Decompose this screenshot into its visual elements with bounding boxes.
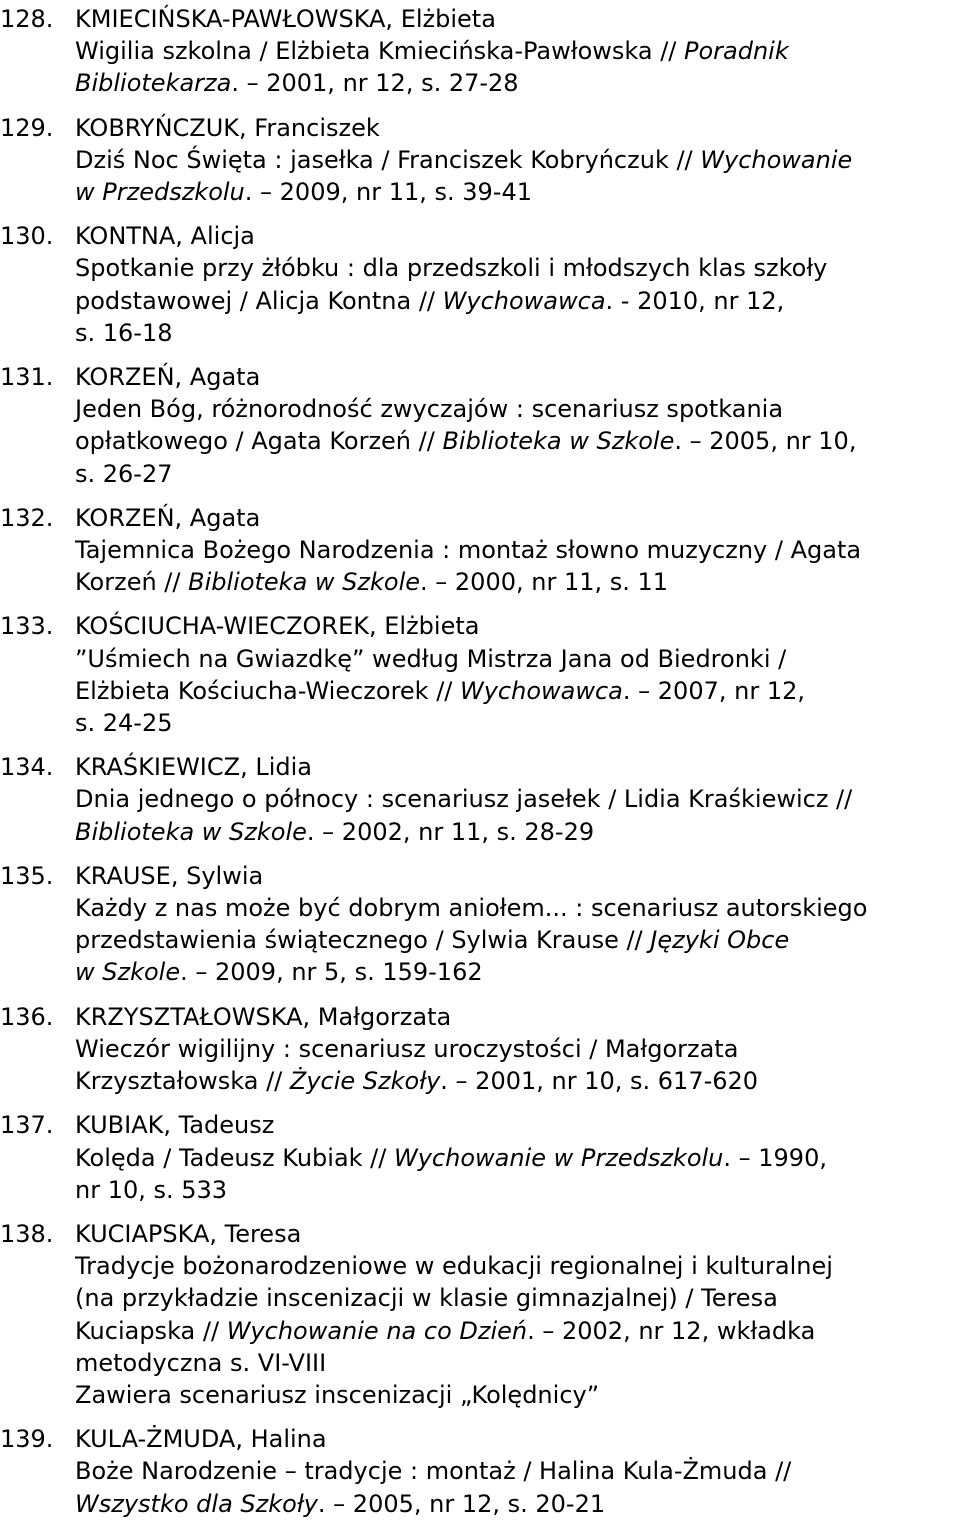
entry-description-line xyxy=(75,1379,954,1411)
entry-description-line xyxy=(75,1315,954,1347)
entry-heading: KONTNA, Alicja xyxy=(75,222,255,251)
entry-heading: KORZEŃ, Agata xyxy=(75,503,261,532)
entry-description-line xyxy=(75,144,954,176)
entry-text: . – 2001, nr 12, s. 27-28 xyxy=(231,69,519,98)
entry-description-line xyxy=(75,252,954,284)
entry-text: Dnia jednego o północy : scenariusz jasełek / Lidia Kraśkiewicz // xyxy=(75,785,853,814)
entry-description-line xyxy=(75,956,954,988)
entry-text: Zawiera scenariusz inscenizacji „Kolędnicy” xyxy=(75,1380,600,1409)
entry-description-line xyxy=(75,534,954,566)
entry-text: . – 2002, nr 12, wkładka xyxy=(527,1316,816,1345)
entry-description-line xyxy=(75,393,954,425)
entry-description-line xyxy=(75,675,954,707)
bibliography-entry xyxy=(0,361,960,490)
bibliography-entry xyxy=(0,3,960,100)
bibliography-entry xyxy=(0,502,960,599)
entry-source-title: Bibliotekarza xyxy=(75,69,232,98)
entry-source-title: Życie Szkoły xyxy=(289,1067,441,1096)
entry-source-title: Biblioteka w Szkole xyxy=(75,817,307,846)
entry-text: Wigilia szkolna / Elżbieta Kmiecińska-Pawłowska // xyxy=(75,37,684,66)
entry-description-line xyxy=(75,1174,954,1206)
entry-text: . – 2009, nr 11, s. 39-41 xyxy=(244,178,532,207)
entry-description-line xyxy=(75,783,954,815)
entry-text: opłatkowego / Agata Korzeń // xyxy=(75,427,443,456)
entry-source-title: Wszystko dla Szkoły xyxy=(75,1489,318,1518)
entry-text: ”Uśmiech na Gwiazdkę” według Mistrza Jana od Biedronki / xyxy=(75,644,787,673)
entry-text: metodyczna s. VI-VIII xyxy=(75,1348,327,1377)
bibliography-entry xyxy=(0,751,960,848)
entry-source-title: w Przedszkolu xyxy=(75,178,245,207)
entry-description-line xyxy=(75,1455,954,1487)
bibliography-entry xyxy=(0,1218,960,1411)
entry-description-line xyxy=(75,643,954,675)
entry-heading: KRAŚKIEWICZ, Lidia xyxy=(75,753,312,782)
entry-heading: KOŚCIUCHA-WIECZOREK, Elżbieta xyxy=(75,612,480,641)
entry-text: . – 2005, nr 12, s. 20-21 xyxy=(317,1489,606,1518)
entry-description-line xyxy=(75,317,954,349)
entry-description-line xyxy=(75,1142,954,1174)
entry-number: 138. xyxy=(0,1219,54,1248)
bibliography-entry xyxy=(0,860,960,989)
bibliography-entry xyxy=(0,1109,960,1206)
entry-text: podstawowej / Alicja Kontna // xyxy=(75,286,443,315)
entry-text: Tradycje bożonarodzeniowe w edukacji regionalnej i kulturalnej xyxy=(75,1252,833,1281)
entry-text: nr 10, s. 533 xyxy=(75,1175,228,1204)
bibliography-entry xyxy=(0,1001,960,1098)
entry-text: . – 2002, nr 11, s. 28-29 xyxy=(306,817,595,846)
entry-source-title: Biblioteka w Szkole xyxy=(442,427,675,456)
entry-number: 132. xyxy=(0,503,54,532)
entry-text: Jeden Bóg, różnorodność zwyczajów : scenariusz spotkania xyxy=(75,395,784,424)
entry-text: Tajemnica Bożego Narodzenia : montaż słowno muzyczny / Agata xyxy=(75,536,862,565)
entry-description-line xyxy=(75,1033,954,1065)
entry-heading: KULA-ŻMUDA, Halina xyxy=(75,1425,327,1454)
entry-text: s. 26-27 xyxy=(75,459,173,488)
entry-heading: KUCIAPSKA, Teresa xyxy=(75,1219,302,1248)
entry-description-line xyxy=(75,67,954,99)
entry-heading: KOBRYŃCZUK, Franciszek xyxy=(75,113,380,142)
entry-heading: KRZYSZTAŁOWSKA, Małgorzata xyxy=(75,1002,452,1031)
entry-heading: KUBIAK, Tadeusz xyxy=(75,1111,275,1140)
entry-text: . – 2005, nr 10, xyxy=(674,427,857,456)
entry-text: Dziś Noc Święta : jasełka / Franciszek Kobryńczuk // xyxy=(75,145,701,174)
entry-source-title: Wychowanie w Przedszkolu xyxy=(393,1143,724,1172)
entry-description-line xyxy=(75,1488,954,1520)
bibliography-entry xyxy=(0,112,960,209)
entry-number: 129. xyxy=(0,113,54,142)
entry-text: . – 2001, nr 10, s. 617-620 xyxy=(440,1067,759,1096)
entry-source-title: Wychowanie xyxy=(700,145,853,174)
entry-description-line xyxy=(75,707,954,739)
entry-text: Kolęda / Tadeusz Kubiak // xyxy=(75,1143,394,1172)
entry-text: s. 24-25 xyxy=(75,709,173,738)
entry-description-line xyxy=(75,892,954,924)
entry-description-line xyxy=(75,176,954,208)
entry-text: . – 2000, nr 11, s. 11 xyxy=(420,568,669,597)
entry-source-title: Wychowawca xyxy=(442,286,606,315)
entry-description-line xyxy=(75,285,954,317)
entry-source-title: Biblioteka w Szkole xyxy=(188,568,421,597)
entry-text: Elżbieta Kościucha-Wieczorek // xyxy=(75,676,460,705)
entry-source-title: Poradnik xyxy=(684,37,789,66)
entry-text: Spotkanie przy żłóbku : dla przedszkoli i młodszych klas szkoły xyxy=(75,254,828,283)
entry-heading: KRAUSE, Sylwia xyxy=(75,861,264,890)
entry-number: 128. xyxy=(0,5,54,33)
entry-text: przedstawienia świątecznego / Sylwia Krause // xyxy=(75,926,651,955)
entry-text: . – 2007, nr 12, xyxy=(622,676,805,705)
entry-number: 139. xyxy=(0,1425,54,1454)
entry-source-title: w Szkole xyxy=(75,958,181,987)
entry-text: . - 2010, nr 12, xyxy=(605,286,785,315)
entry-source-title: Języki Obce xyxy=(650,926,790,955)
entry-number: 133. xyxy=(0,612,54,641)
entry-text: . – 1990, xyxy=(723,1143,827,1172)
entry-text: Kuciapska // xyxy=(75,1316,227,1345)
entry-number: 135. xyxy=(0,861,54,890)
entry-number: 136. xyxy=(0,1002,54,1031)
entry-number: 130. xyxy=(0,222,54,251)
entry-text: Wieczór wigilijny : scenariusz uroczystości / Małgorzata xyxy=(75,1034,739,1063)
entry-number: 134. xyxy=(0,753,54,782)
entry-text: Krzyształowska // xyxy=(75,1067,290,1096)
entry-description-line xyxy=(75,816,954,848)
bibliography-entry xyxy=(0,610,960,739)
entry-heading: KMIECIŃSKA-PAWŁOWSKA, Elżbieta xyxy=(75,5,496,33)
bibliography-list xyxy=(0,3,960,1520)
entry-description-line xyxy=(75,924,954,956)
entry-description-line xyxy=(75,1282,954,1314)
bibliography-entry xyxy=(0,220,960,349)
entry-description-line xyxy=(75,458,954,490)
entry-number: 131. xyxy=(0,363,54,392)
bibliography-entry xyxy=(0,1423,960,1520)
entry-source-title: Wychowanie na co Dzień xyxy=(226,1316,528,1345)
entry-text: s. 16-18 xyxy=(75,318,173,347)
entry-number: 137. xyxy=(0,1111,54,1140)
entry-description-line xyxy=(75,1347,954,1379)
entry-text: (na przykładzie inscenizacji w klasie gimnazjalnej) / Teresa xyxy=(75,1284,778,1313)
entry-description-line xyxy=(75,566,954,598)
entry-description-line xyxy=(75,1250,954,1282)
entry-description-line xyxy=(75,425,954,457)
entry-description-line xyxy=(75,35,954,67)
entry-text: . – 2009, nr 5, s. 159-162 xyxy=(180,958,483,987)
entry-text: Korzeń // xyxy=(75,568,189,597)
entry-text: Każdy z nas może być dobrym aniołem... : scenariusz autorskiego xyxy=(75,894,868,923)
entry-description-line xyxy=(75,1065,954,1097)
entry-source-title: Wychowawca xyxy=(460,676,623,705)
entry-text: Boże Narodzenie – tradycje : montaż / Halina Kula-Żmuda // xyxy=(75,1457,792,1486)
entry-heading: KORZEŃ, Agata xyxy=(75,363,261,392)
